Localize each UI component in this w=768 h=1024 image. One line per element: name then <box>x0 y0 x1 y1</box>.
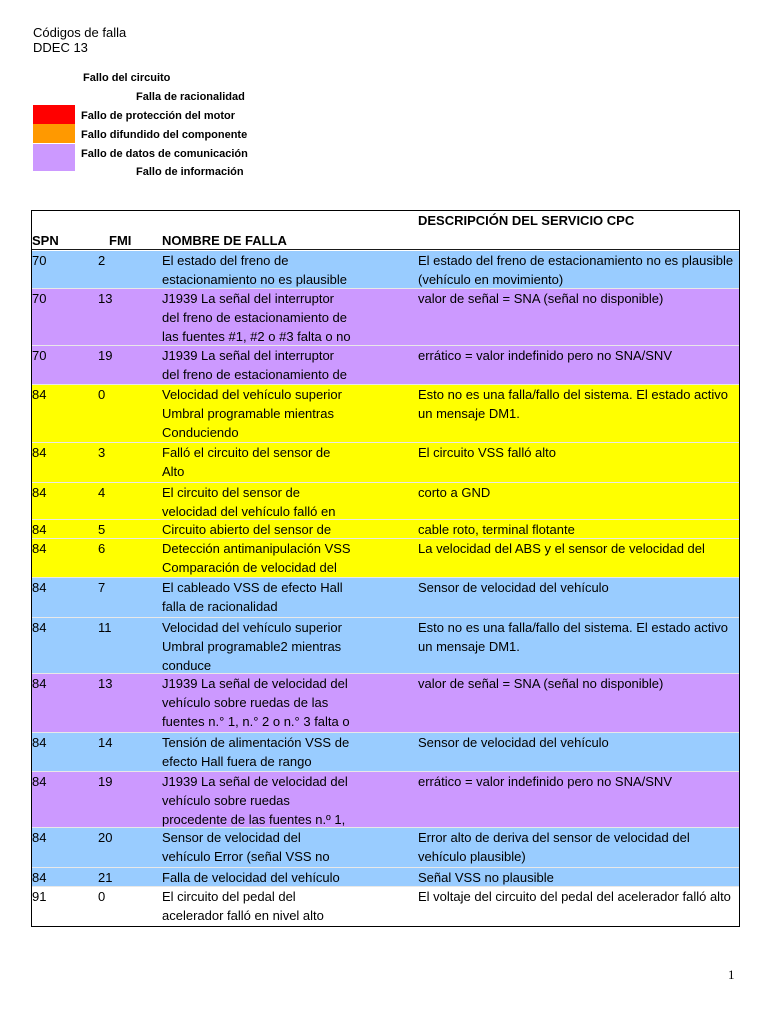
description-cell: valor de señal = SNA (señal no disponible) <box>418 291 664 306</box>
table-row <box>32 289 739 346</box>
description-cell: Esto no es una falla/fallo del sistema. El estado activo un mensaje DM1. <box>418 387 729 421</box>
description-cell: El voltaje del circuito del pedal del acelerador falló alto <box>418 889 731 904</box>
fault-name-cell: J1939 La señal del interruptor del freno de estacionamiento de las fuentes #1, #2 o #3 falta o no <box>162 291 351 344</box>
spn-cell: 84 <box>32 870 47 885</box>
description-cell: Señal VSS no plausible <box>418 870 554 885</box>
spn-cell: 84 <box>32 774 47 789</box>
legend-component-fault: Fallo difundido del componente <box>81 129 248 141</box>
table-row <box>32 443 739 483</box>
legend-circuit-fault: Fallo del circuito <box>83 72 171 84</box>
legend-information-fault: Fallo de información <box>136 166 244 178</box>
table-row <box>32 733 739 772</box>
description-cell: cable roto, terminal flotante <box>418 522 575 537</box>
fault-name-cell: J1939 La señal del interruptor del freno de estacionamiento de <box>162 348 348 382</box>
fault-name-cell: Tensión de alimentación VSS de efecto Hall fuera de rango <box>162 735 350 769</box>
fault-name-cell: Falló el circuito del sensor de Alto <box>162 445 331 479</box>
table-row <box>32 887 739 924</box>
fmi-cell: 0 <box>98 387 106 402</box>
table-row <box>32 385 739 443</box>
fault-name-cell: Sensor de velocidad del vehículo Error (señal VSS no <box>162 830 330 864</box>
table-row <box>32 578 739 618</box>
legend-engine-protection: Fallo de protección del motor <box>81 110 236 122</box>
fmi-cell: 13 <box>98 291 113 306</box>
spn-cell: 84 <box>32 387 47 402</box>
table-row <box>32 674 739 733</box>
description-cell: corto a GND <box>418 485 491 500</box>
fault-name-cell: El cableado VSS de efecto Hall falla de racionalidad <box>162 580 343 614</box>
spn-cell: 84 <box>32 676 47 691</box>
document-title: Códigos de falla <box>33 25 127 40</box>
table-row <box>32 539 739 578</box>
description-cell: Sensor de velocidad del vehículo <box>418 580 609 595</box>
header-fault-name: NOMBRE DE FALLA <box>162 233 287 248</box>
fault-name-cell: Velocidad del vehículo superior Umbral programable2 mientras conduce <box>162 620 342 673</box>
fault-name-cell: Circuito abierto del sensor de <box>162 522 332 537</box>
spn-cell: 70 <box>32 291 47 306</box>
spn-cell: 84 <box>32 735 47 750</box>
fault-name-cell: Detección antimanipulación VSS Comparación de velocidad del <box>162 541 351 575</box>
document-subtitle: DDEC 13 <box>33 40 88 55</box>
spn-cell: 84 <box>32 445 47 460</box>
page-number: 1 <box>728 967 735 982</box>
description-cell: Error alto de deriva del sensor de velocidad del vehículo plausible) <box>418 830 690 864</box>
fault-name-cell: El circuito del sensor de velocidad del vehículo falló en <box>162 485 336 519</box>
spn-cell: 70 <box>32 253 47 268</box>
spn-cell: 84 <box>32 830 47 845</box>
table-row <box>32 868 739 887</box>
fmi-cell: 20 <box>98 830 113 845</box>
fmi-cell: 11 <box>98 620 112 635</box>
spn-cell: 84 <box>32 580 47 595</box>
description-cell: La velocidad del ABS y el sensor de velocidad del <box>418 541 705 556</box>
fault-code-table <box>31 210 740 927</box>
description-cell: errático = valor indefinido pero no SNA/SNV <box>418 348 672 363</box>
spn-cell: 84 <box>32 522 47 537</box>
spn-cell: 91 <box>32 889 47 904</box>
fault-name-cell: J1939 La señal de velocidad del vehículo sobre ruedas de las fuentes n.° 1, n.° 2 o n.° 3 falta o <box>162 676 350 729</box>
fmi-cell: 19 <box>98 348 113 363</box>
header-fmi: FMI <box>109 233 132 248</box>
fault-name-cell: Falla de velocidad del vehículo <box>162 870 340 885</box>
spn-cell: 70 <box>32 348 47 363</box>
fmi-cell: 21 <box>98 870 113 885</box>
header-description: DESCRIPCIÓN DEL SERVICIO CPC <box>418 213 635 228</box>
fault-name-cell: El circuito del pedal del acelerador falló en nivel alto <box>162 889 324 923</box>
fault-name-cell: J1939 La señal de velocidad del vehículo sobre ruedas procedente de las fuentes n.º 1, <box>162 774 348 827</box>
fault-name-cell: Velocidad del vehículo superior Umbral programable mientras Conduciendo <box>162 387 342 440</box>
fmi-cell: 0 <box>98 889 106 904</box>
table-row <box>32 772 739 828</box>
table-row <box>32 618 739 674</box>
description-cell: valor de señal = SNA (señal no disponible) <box>418 676 664 691</box>
fmi-cell: 6 <box>98 541 106 556</box>
spn-cell: 84 <box>32 620 47 635</box>
table-row <box>32 251 739 289</box>
fmi-cell: 7 <box>98 580 106 595</box>
fmi-cell: 4 <box>98 485 106 500</box>
description-cell: errático = valor indefinido pero no SNA/SNV <box>418 774 672 789</box>
legend-rationality-fault: Falla de racionalidad <box>136 91 245 103</box>
fmi-cell: 19 <box>98 774 113 789</box>
description-cell: El circuito VSS falló alto <box>418 445 557 460</box>
table-row <box>32 346 739 385</box>
table-row <box>32 828 739 868</box>
description-cell: Sensor de velocidad del vehículo <box>418 735 609 750</box>
fmi-cell: 5 <box>98 522 106 537</box>
table-row <box>32 483 739 520</box>
fmi-cell: 14 <box>98 735 113 750</box>
fmi-cell: 3 <box>98 445 106 460</box>
spn-cell: 84 <box>32 485 47 500</box>
legend-swatch-communication-fault <box>33 144 75 171</box>
legend-swatch-component-fault <box>33 124 75 143</box>
legend-swatch-engine-protection <box>33 105 75 124</box>
description-cell: Esto no es una falla/fallo del sistema. El estado activo un mensaje DM1. <box>418 620 729 654</box>
description-cell: El estado del freno de estacionamiento no es plausible (vehículo en movimiento) <box>418 253 734 287</box>
header-divider <box>32 249 739 250</box>
spn-cell: 84 <box>32 541 47 556</box>
legend-communication-fault: Fallo de datos de comunicación <box>81 148 248 160</box>
fault-name-cell: El estado del freno de estacionamiento no es plausible <box>162 253 348 287</box>
table-row <box>32 520 739 539</box>
header-spn: SPN <box>32 233 59 248</box>
fmi-cell: 2 <box>98 253 106 268</box>
fmi-cell: 13 <box>98 676 113 691</box>
